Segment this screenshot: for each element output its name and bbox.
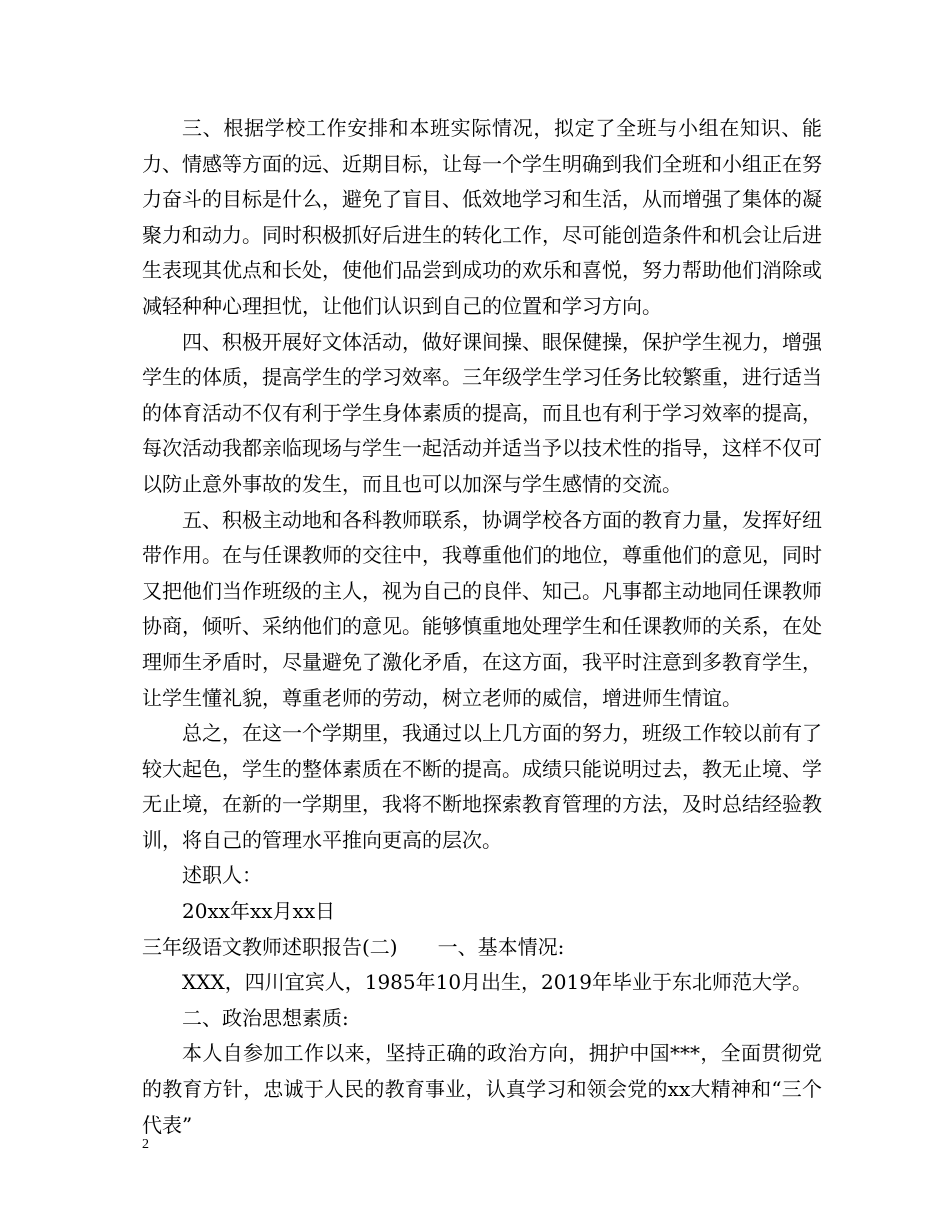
report-date: 20xx年xx月xx日 (182, 899, 336, 924)
page-number: 2 (142, 1137, 149, 1152)
document-body (142, 111, 822, 1143)
paragraph-item-goals: 三、根据学校工作安排和本班实际情况，拟定了全班与小组在知识、能力、情感等方面的远、近期目标，让每一个学生明确到我们全班和小组正在努力奋斗的目标是什么，避免了盲目、低效地学习和生活，从而增强了集体的凝聚力和动力。同时积极抓好后进生的转化工作，尽可能创造条件和机会让后进生表现其优点和长处，使他们品尝到成功的欢乐和喜悦，努力帮助他们消除或减轻种种心理担忧，让他们认识到自己的位置和学习方向。 (142, 116, 822, 318)
signature-label: 述职人： (182, 863, 262, 888)
section-heading-political: 二、政治思想素质: (182, 1005, 349, 1030)
report-heading: 三年级语文教师述职报告(二) 一、基本情况: (142, 934, 565, 959)
paragraph-item-teachers: 五、积极主动地和各科教师联系，协调学校各方面的教育力量，发挥好纽带作用。在与任课教师的交往中，我尊重他们的地位，尊重他们的意见，同时又把他们当作班级的主人，视为自己的良伴、知己。凡事都主动地同任课教师协商，倾听、采纳他们的意见。能够慎重地处理学生和任课教师的关系，在处理师生矛盾时，尽量避免了激化矛盾，在这方面，我平时注意到多教育学生，让学生懂礼貌，尊重老师的劳动，树立老师的威信，增进师生情谊。 (142, 507, 822, 710)
paragraph-item-basic-info: XXX，四川宜宾人，1985年10月出生，2019年毕业于东北师范大学。 (182, 970, 812, 995)
paragraph-item-political: 本人自参加工作以来，坚持正确的政治方向，拥护中国***，全面贯彻党的教育方针，忠诚于人民的教育事业，认真学习和领会党的xx大精神和“三个代表” (142, 1041, 822, 1137)
paragraph-item-summary: 总之，在这一个学期里，我通过以上几方面的努力，班级工作较以前有了较大起色，学生的整体素质在不断的提高。成绩只能说明过去，教无止境、学无止境，在新的一学期里，我将不断地探索教育管理的方法，及时总结经验教训，将自己的管理水平推向更高的层次。 (142, 721, 822, 852)
paragraph-item-sports: 四、积极开展好文体活动，做好课间操、眼保健操，保护学生视力，增强学生的体质，提高学生的学习效率。三年级学生学习任务比较繁重，进行适当的体育活动不仅有利于学生身体素质的提高，而且也有利于学习效率的提高，每次活动我都亲临现场与学生一起活动并适当予以技术性的指导，这样不仅可以防止意外事故的发生，而且也可以加深与学生感情的交流。 (142, 329, 822, 496)
